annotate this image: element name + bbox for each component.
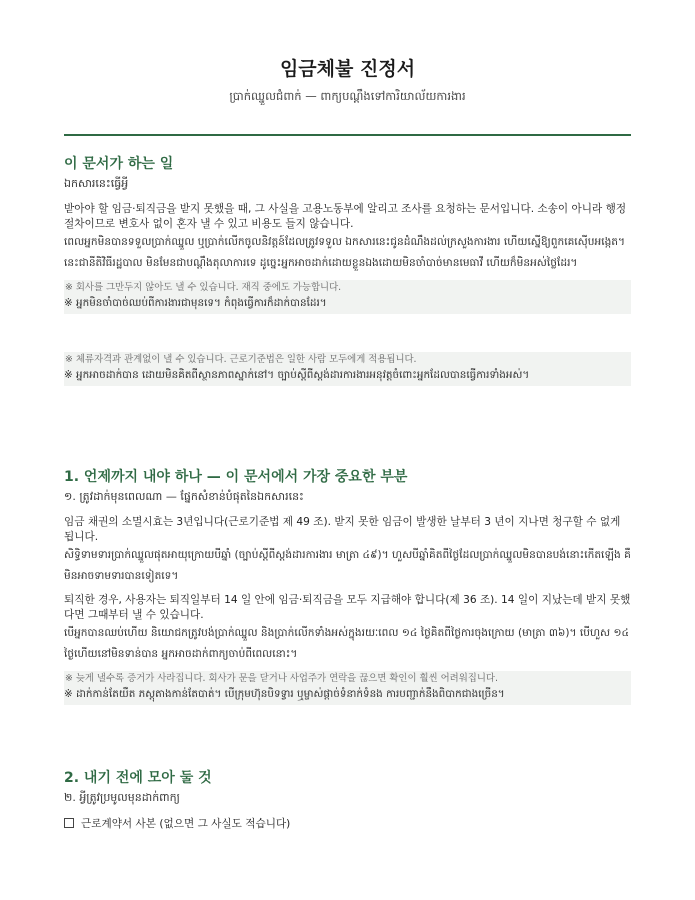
page-title: 임금체불 진정서 — [279, 58, 416, 80]
section-intro — [64, 154, 631, 386]
section-preparation — [64, 768, 631, 832]
paragraph-khmer: សិទ្ធិទាមទារប្រាក់ឈ្នួលផុតអាយុក្រោយបីឆ្នាំ (ច្បាប់ស្ដីពីស្តង់ដារការងារ មាត្រា ៤៩)។ ហួសបីឆ្នាំគិតពីថ្ងៃដែលប្រាក់ឈ្នួលមិនបានបង់នោះកើតឡើង គឺមិនអាចទាមទារបានទៀតទេ។ — [64, 549, 631, 582]
checkbox-icon[interactable] — [64, 818, 74, 828]
paragraph-khmer: បើអ្នកបានឈប់ហើយ និយោជកត្រូវបង់ប្រាក់ឈ្នួល និងប្រាក់លើកទាំងអស់ក្នុងរយៈពេល ១៤ ថ្ងៃគិតពីថ្ងៃការចុងក្រោយ (មាត្រា ៣៦)។ បើហួស ១៤ ថ្ងៃហើយនៅមិនទាន់បាន អ្នកអាចដាក់ពាក្យចាប់ពីពេលនោះ។ — [64, 627, 630, 660]
section-deadline — [64, 467, 631, 705]
note-khmer: ※ អ្នកអាចដាក់បាន ដោយមិនគិតពីស្ថានភាពស្នាក់នៅ។ ច្បាប់ស្ដីពីស្តង់ដារការងារអនុវត្តចំពោះអ្នកដែលបានធ្វើការទាំងអស់។ — [64, 369, 530, 381]
section-subtitle: ឯកសារនេះធ្វើអ្វី — [64, 177, 129, 190]
intro-paragraph — [64, 202, 631, 274]
note-khmer: ※ អ្នកមិនចាំបាច់ឈប់ពីការងារជាមុនទេ។ កំពុងធ្វើការក៏ដាក់បានដែរ។ — [64, 297, 327, 309]
note-korean: ※ 늦게 낼수록 증거가 사라집니다. 회사가 문을 닫거나 사업주가 연락을 끊으면 확인이 훨씬 어려워집니다. — [65, 673, 498, 684]
section-title: 이 문서가 하는 일 — [64, 156, 174, 172]
document-header — [0, 56, 695, 104]
paragraph-korean: 받아야 할 임금·퇴직금을 받지 못했을 때, 그 사실을 고용노동부에 알리고 조사를 요청하는 문서입니다. 소송이 아니라 행정 절차이므로 변호사 없이 혼자 낼 수 있고 비용도 들지 않습니다. — [64, 203, 627, 230]
note-korean: ※ 회사를 그만두지 않아도 낼 수 있습니다. 재직 중에도 가능합니다. — [65, 282, 342, 293]
note-korean: ※ 체류자격과 관계없이 낼 수 있습니다. 근로기준법은 일한 사람 모두에게 적용됩니다. — [65, 354, 417, 365]
header-divider — [64, 134, 631, 136]
section-title: 1. 언제까지 내야 하나 — 이 문서에서 가장 중요한 부분 — [64, 469, 408, 485]
deadline-paragraph-1 — [64, 515, 631, 587]
section-subtitle: ១. ត្រូវដាក់មុនពេលណា — ផ្នែកសំខាន់បំផុតនៃឯកសារនេះ — [64, 490, 304, 503]
page-subtitle: ប្រាក់ឈ្នួលជំពាក់ — ពាក្យបណ្ដឹងទៅការិយាល័យការងារ — [229, 89, 466, 103]
note-khmer: ※ ដាក់កាន់តែយឺត ភស្តុតាងកាន់តែបាត់។ បើក្រុមហ៊ុនបិទទ្វារ ឬម្ចាស់ផ្ដាច់ទំនាក់ទំនង ការបញ្ជាក់នឹងពិបាកជាងច្រើន។ — [64, 688, 505, 700]
note-box — [64, 352, 631, 386]
checklist-item-label: 근로계약서 사본 (없으면 그 사실도 적습니다) — [81, 818, 291, 830]
paragraph-korean: 퇴직한 경우, 사용자는 퇴직일부터 14 일 안에 임금·퇴직금을 모두 지급해야 합니다(제 36 조). 14 일이 지났는데 받지 못했다면 그때부터 낼 수 있습니다. — [64, 594, 631, 621]
deadline-paragraph-2 — [64, 593, 631, 665]
note-box — [64, 671, 631, 705]
paragraph-khmer: ពេលអ្នកមិនបានទទួលប្រាក់ឈ្នួល ឬប្រាក់លើកចូលនិវត្តន៍ដែលត្រូវទទួល ឯកសារនេះជូនដំណឹងដល់ក្រសួងការងារ ហើយស្នើឱ្យពួកគេស៊ើបអង្កេត។ នេះជានីតិវិធីរដ្ឋបាល មិនមែនជាបណ្ដឹងតុលាការទេ ដូច្នេះអ្នកអាចដាក់ដោយខ្លួនឯងដោយមិនចាំបាច់មានមេធាវី ហើយក៏មិនអស់ថ្លៃដែរ។ — [64, 236, 625, 269]
section-subtitle: ២. អ្វីត្រូវប្រមូលមុនដាក់ពាក្យ — [64, 791, 180, 804]
note-box — [64, 280, 631, 314]
checklist-item[interactable] — [64, 817, 631, 832]
section-title: 2. 내기 전에 모아 둘 것 — [64, 770, 212, 786]
paragraph-korean: 임금 채권의 소멸시효는 3년입니다(근로기준법 제 49 조). 받지 못한 임금이 발생한 날부터 3 년이 지나면 청구할 수 없게 됩니다. — [64, 516, 621, 543]
